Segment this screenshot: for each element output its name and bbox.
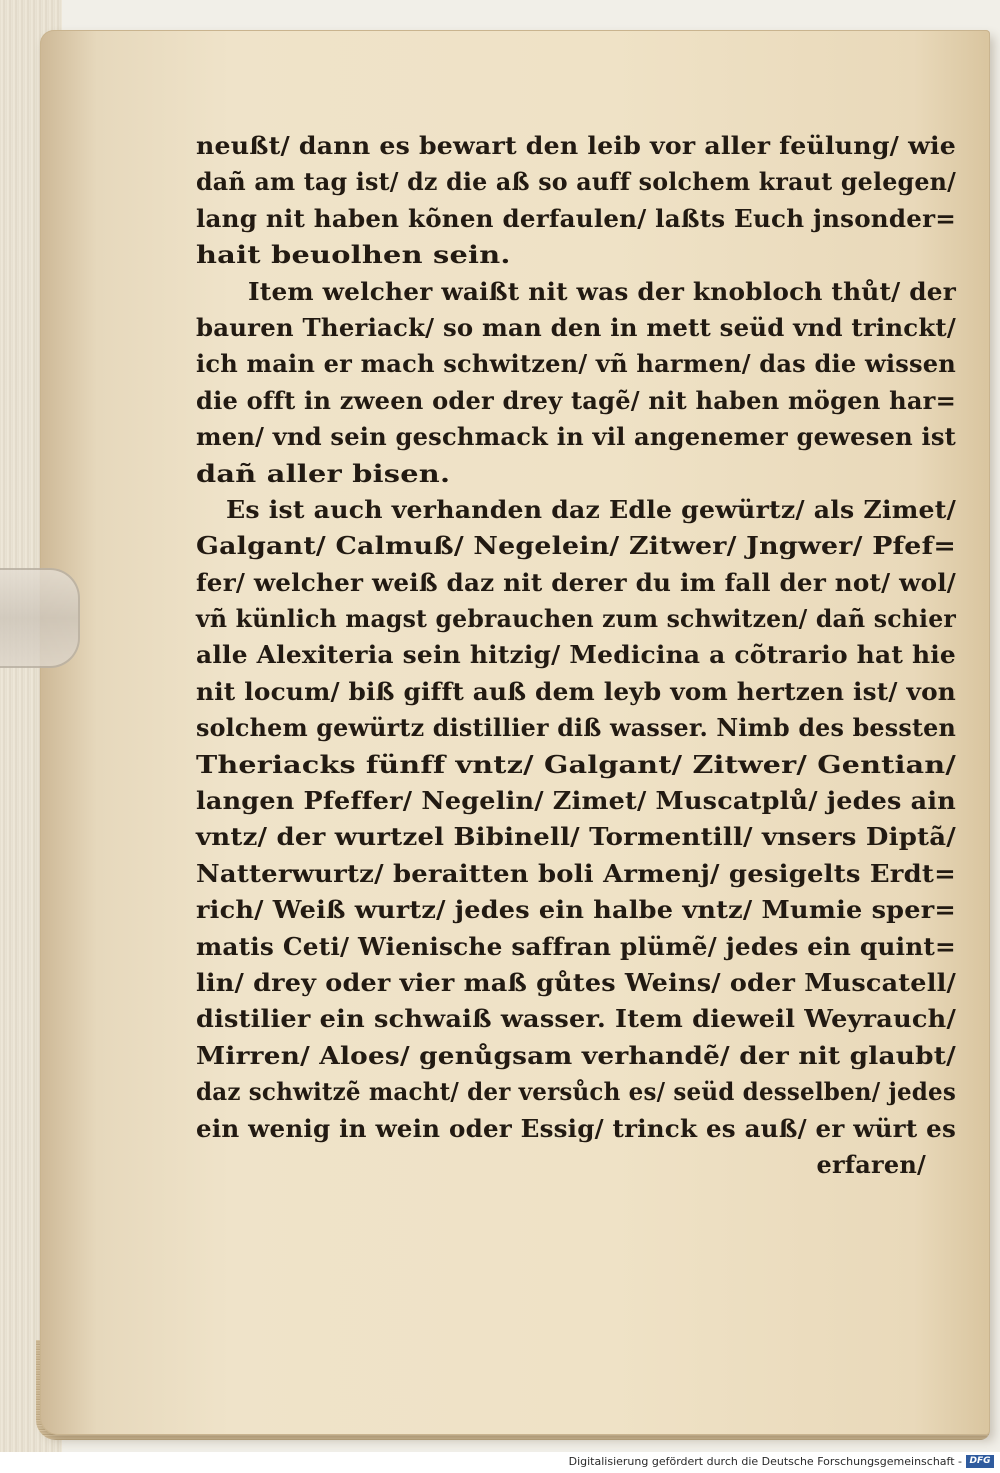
text-line: ich main er mach schwitzen/ vñ harmen/ das die wissen <box>196 349 956 379</box>
text-line: Natterwurtz/ beraitten boli Armenj/ gesigelts Erdt= <box>196 858 957 888</box>
text-line: solchem gewürtz distillier diß wasser. Nimb des bessten <box>196 713 956 743</box>
text-line: Theriacks fünff vntz/ Galgant/ Zitwer/ Gentian/ <box>196 749 956 779</box>
text-line: dañ aller bisen. <box>196 458 451 488</box>
text-line: daz schwitzẽ macht/ der versůch es/ seüd desselben/ jedes <box>196 1077 956 1107</box>
text-line: Mirren/ Aloes/ genůgsam verhandẽ/ der nit glaubt/ <box>196 1040 957 1070</box>
text-line: nit locum/ biß gifft auß dem leyb vom hertzen ist/ von <box>196 676 957 706</box>
text-line: Galgant/ Calmuß/ Negelein/ Zitwer/ Jngwer/ Pfef= <box>196 531 956 561</box>
text-line: vntz/ der wurtzel Bibinell/ Tormentill/ vnsers Diptã/ <box>196 822 956 852</box>
text-line: matis Ceti/ Wienische saffran plümẽ/ jedes ein quint= <box>196 931 956 961</box>
footer-bar <box>0 1452 1000 1473</box>
funding-notice: Digitalisierung gefördert durch die Deutsche Forschungsgemeinschaft - <box>568 1455 962 1468</box>
text-line: men/ vnd sein geschmack in vil angenemer gewesen ist <box>196 422 956 452</box>
text-line: rich/ Weiß wurtz/ jedes ein halbe vntz/ Mumie sper= <box>196 895 957 925</box>
text-line: distilier ein schwaiß wasser. Item dieweil Weyrauch/ <box>196 1004 956 1034</box>
text-line: die offt in zween oder drey tagẽ/ nit haben mögen har= <box>196 385 957 415</box>
text-line: Es ist auch verhanden daz Edle gewürtz/ als Zimet/ <box>226 494 956 524</box>
text-line: bauren Theriack/ so man den in mett seüd vnd trinckt/ <box>196 312 956 342</box>
text-line: Item welcher waißt nit was der knobloch thůt/ der <box>248 276 956 306</box>
text-line: alle Alexiteria sein hitzig/ Medicina a cõtrario hat hie <box>196 640 957 670</box>
text-line: lang nit haben kõnen derfaulen/ laßts Euch jnsonder= <box>196 203 956 233</box>
dfg-logo: DFG <box>966 1455 994 1468</box>
text-line: lin/ drey oder vier maß gůtes Weins/ oder Muscatell/ <box>196 967 956 997</box>
book-clip <box>0 568 80 668</box>
text-line: hait beuolhen sein. <box>196 240 511 270</box>
text-line: neußt/ dann es bewart den leib vor aller feülung/ wie <box>196 131 956 160</box>
catchword: erfaren/ <box>816 1149 926 1179</box>
text-line: ein wenig in wein oder Essig/ trinck es auß/ er würt es <box>196 1113 956 1143</box>
text-line: dañ am tag ist/ dz die aß so auff solchem kraut gelegen/ <box>196 167 956 197</box>
page-text <box>196 128 966 1183</box>
text-line: fer/ welcher weiß daz nit derer du im fall der not/ wol/ <box>196 567 957 597</box>
text-line: langen Pfeffer/ Negelin/ Zimet/ Muscatplů/ jedes ain <box>196 786 956 816</box>
text-line: vñ künlich magst gebrauchen zum schwitzen/ dañ schier <box>196 604 956 634</box>
